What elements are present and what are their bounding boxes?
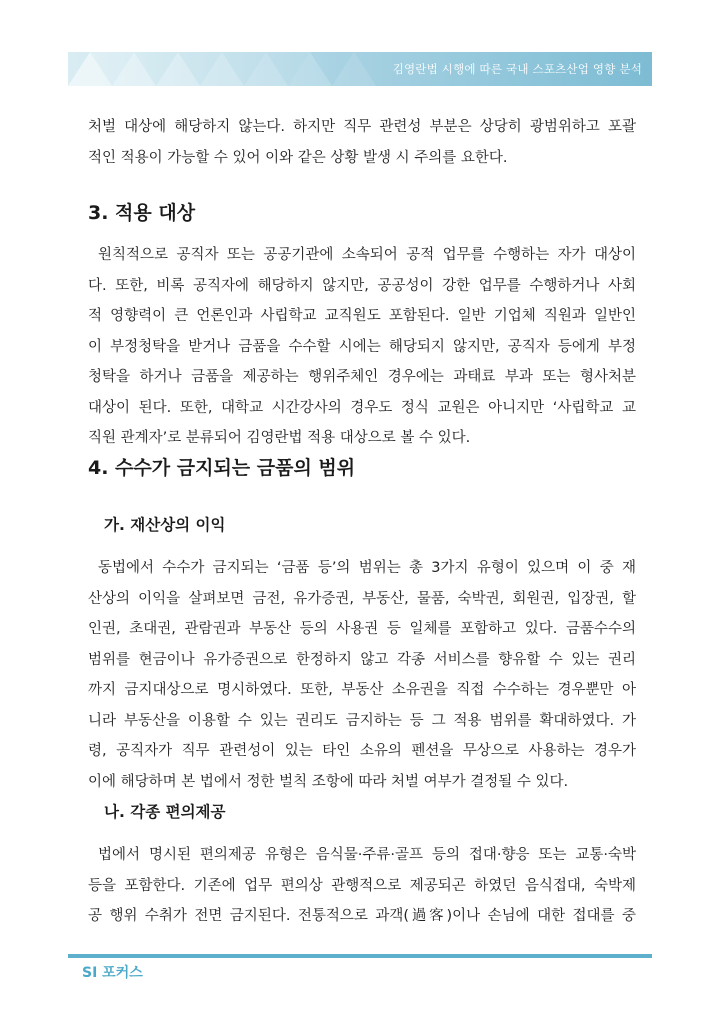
section-4-heading: 4. 수수가 금지되는 금품의 범위	[88, 457, 356, 479]
subsection-a-paragraph	[88, 553, 636, 797]
subsection-b-heading: 나. 각종 편의제공	[104, 803, 226, 821]
text-line: 원칙적으로 공직자 또는 공공기관에 소속되어 공적 업무를 수행하는 자가 대상이	[98, 247, 636, 263]
text-line: 공 행위 수취가 전면 금지된다. 전통적으로 과객(過客)이나 손님에 대한 접대를 중	[88, 908, 636, 924]
text-line: 등을 포함한다. 기존에 업무 편의상 관행적으로 제공되곤 하였던 음식접대, 숙박제	[88, 877, 636, 894]
text-line: 적 영향력이 큰 언론인과 사립학교 교직원도 포함된다. 일반 기업체 직원과 일반인	[88, 308, 636, 324]
footer-divider	[68, 954, 652, 958]
subsection-a-heading: 가. 재산상의 이익	[104, 516, 226, 534]
footer-logo: SI 포커스	[82, 965, 143, 981]
section-3-paragraph	[88, 240, 636, 454]
text-line: 이 부정청탁을 받거나 금품을 수수할 시에는 해당되지 않지만, 공직자 등에게 부정	[88, 338, 636, 355]
text-line: 다. 또한, 비록 공직자에 해당하지 않지만, 공공성이 강한 업무를 수행하거나 사회	[88, 277, 636, 294]
subsection-b-paragraph	[88, 840, 636, 932]
text-line: 령, 공직자가 직무 관련성이 있는 타인 소유의 펜션을 무상으로 사용하는 경우가	[88, 743, 636, 759]
text-line: 동법에서 수수가 금지되는 ‘금품 등’의 범위는 총 3가지 유형이 있으며 이 중 재	[98, 560, 636, 576]
text-line: 니라 부동산을 이용할 수 있는 권리도 금지하는 등 그 적용 범위를 확대하였다. 가	[88, 712, 636, 729]
text-line: 청탁을 하거나 금품을 제공하는 행위주체인 경우에는 과태료 부과 또는 형사처분	[88, 369, 636, 385]
text-line: 산상의 이익을 살펴보면 금전, 유가증권, 부동산, 물품, 숙박권, 회원권, 입장권, 할	[88, 590, 636, 607]
text-line: 적인 적용이 가능할 수 있어 이와 같은 상황 발생 시 주의를 요한다.	[88, 149, 508, 166]
intro-paragraph	[88, 112, 636, 173]
text-line: 법에서 명시된 편의제공 유형은 음식물·주류·골프 등의 접대·향응 또는 교통·숙박	[98, 847, 636, 863]
section-3-heading: 3. 적용 대상	[88, 202, 196, 224]
text-line: 인권, 초대권, 관람권과 부동산 등의 사용권 등 일체를 포함하고 있다. 금품수수의	[88, 621, 636, 637]
text-line: 까지 금지대상으로 명시하였다. 또한, 부동산 소유권을 직접 수수하는 경우뿐만 아	[88, 682, 636, 698]
text-line: 대상이 된다. 또한, 대학교 시간강사의 경우도 정식 교원은 아니지만 ‘사립학교 교	[88, 399, 636, 416]
text-line: 이에 해당하며 본 법에서 정한 벌칙 조항에 따라 처벌 여부가 결정될 수 있다.	[88, 773, 569, 790]
text-line: 처벌 대상에 해당하지 않는다. 하지만 직무 관련성 부분은 상당히 광범위하고 포괄	[88, 119, 636, 135]
text-line: 범위를 현금이나 유가증권으로 한정하지 않고 각종 서비스를 향유할 수 있는 권리	[88, 651, 636, 668]
header-band	[68, 52, 652, 86]
header-title: 김영란법 시행에 따른 국내 스포츠산업 영향 분석	[392, 62, 642, 76]
text-line: 직원 관계자’로 분류되어 김영란법 적용 대상으로 볼 수 있다.	[88, 430, 471, 446]
